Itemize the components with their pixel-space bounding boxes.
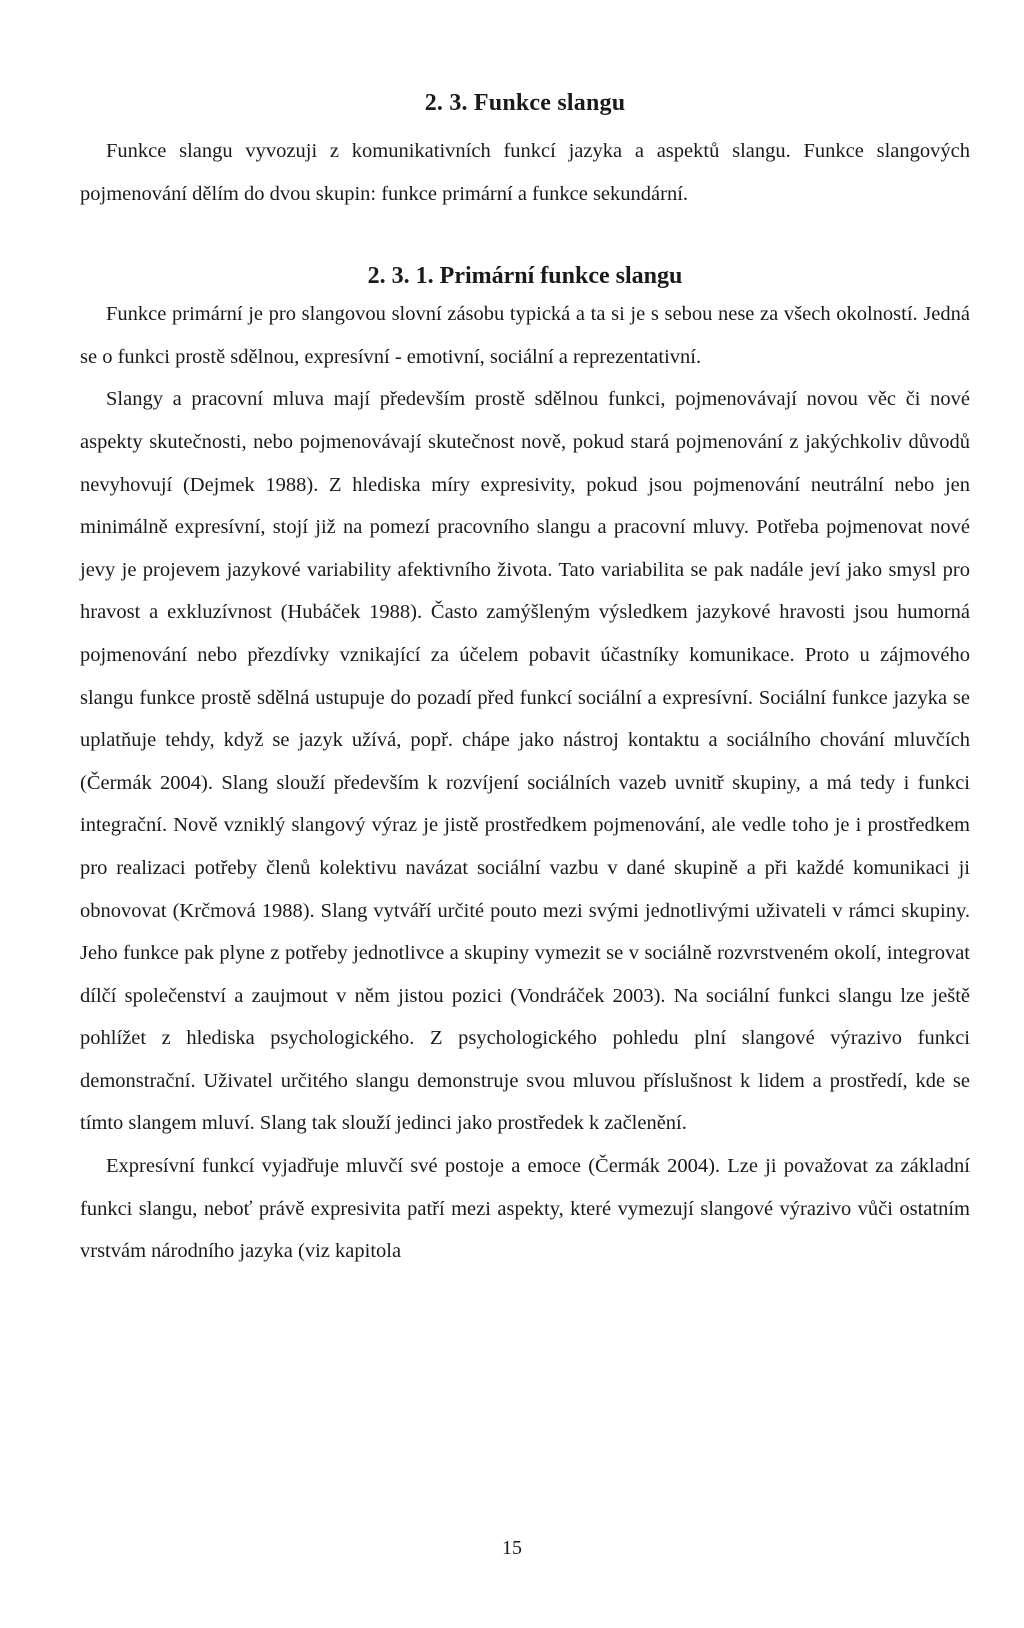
paragraph-slang-communication: Slangy a pracovní mluva mají především prostě sdělnou funkci, pojmenovávají novou věc či nové aspekty skutečnosti, nebo pojmenovávají skutečnost nově, pokud stará pojmenování z jakýchkoliv důvodů nevyhovují (Dejmek 1988). Z hlediska míry expresivity, pokud jsou pojmenování neutrální nebo jen minimálně expresívní, stojí již na pomezí pracovního slangu a pracovní mluvy. Potřeba pojmenovat nové jevy je projevem jazykové variability afektivního života. Tato variabilita se pak nadále jeví jako smysl pro hravost a exkluzívnost (Hubáček 1988). Často zamýšleným výsledkem jazykové hravosti jsou humorná pojmenování nebo přezdívky vznikající za účelem pobavit účastníky komunikace. Proto u zájmového slangu funkce prostě sdělná ustupuje do pozadí před funkcí sociální a expresívní. Sociální funkce jazyka se uplatňuje tehdy, když se jazyk užívá, popř. chápe jako nástroj kontaktu a sociálního chování mluvčích (Čermák 2004). Slang slouží především k rozvíjení sociálních vazeb uvnitř skupiny, a má tedy i funkci integrační. Nově vzniklý slangový výraz je jistě prostředkem pojmenování, ale vedle toho je i prostředkem pro realizaci potřeby členů kolektivu navázat sociální vazbu v dané skupině a při každé komunikaci ji obnovovat (Krčmová 1988). Slang vytváří určité pouto mezi svými jednotlivými uživateli v rámci skupiny. Jeho funkce pak plyne z potřeby jednotlivce a skupiny vymezit se v sociálně rozvrstveném okolí, integrovat dílčí společenství a zaujmout v něm jistou pozici (Vondráček 2003). Na sociální funkci slangu lze ještě pohlížet z hlediska psychologického. Z psychologického pohledu plní slangové výrazivo funkci demonstrační. Uživatel určitého slangu demonstruje svou mluvou příslušnost k lidem a prostředí, kde se tímto slangem mluví. Slang tak slouží jedinci jako prostředek k začlenění. xyxy=(80,388,970,1135)
section-heading: 2. 3. Funkce slangu xyxy=(424,90,626,116)
section-intro-paragraph: Funkce slangu vyvozuji z komunikativních funkcí jazyka a aspektů slangu. Funkce slangových pojmenování dělím do dvou skupin: funkce primární a funkce sekundární. xyxy=(80,140,970,205)
paragraph-primary-function: Funkce primární je pro slangovou slovní zásobu typická a ta si je s sebou nese za všech okolností. Jedná se o funkci prostě sdělnou, expresívní - emotivní, sociální a reprezentativní. xyxy=(80,303,970,368)
paragraph-expressive-function: Expresívní funkcí vyjadřuje mluvčí své postoje a emoce (Čermák 2004). Lze ji považovat za základní funkci slangu, neboť právě expresivita patří mezi aspekty, které vymezují slangové výrazivo vůči ostatním vrstvám národního jazyka (viz kapitola xyxy=(80,1155,970,1263)
page-number: 15 xyxy=(502,1537,522,1559)
spacer xyxy=(80,120,970,130)
spacer xyxy=(80,215,970,259)
subsection-heading: 2. 3. 1. Primární funkce slangu xyxy=(367,263,683,290)
